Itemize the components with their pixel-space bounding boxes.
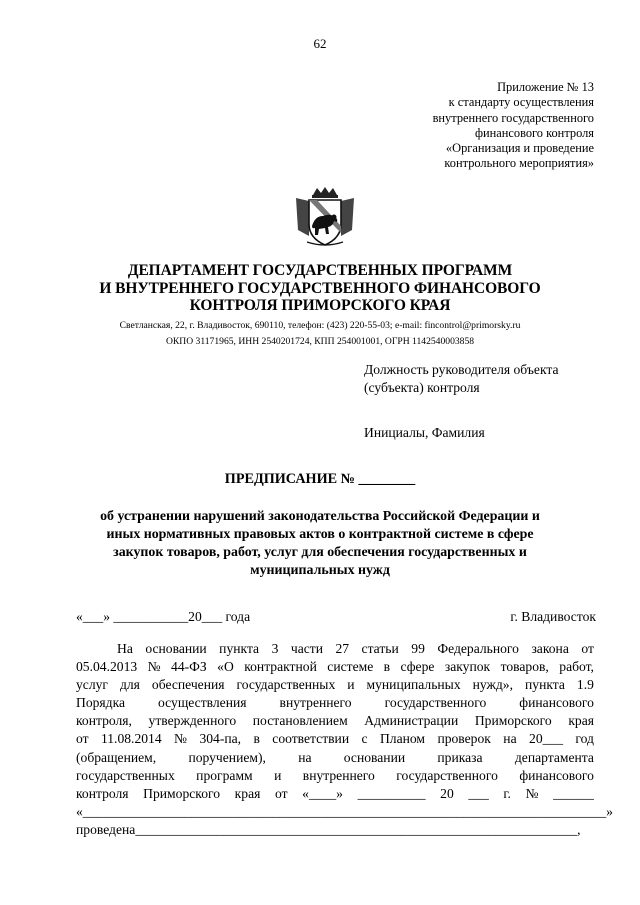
body-word: «_____________________________________________________________________________» <box>76 803 613 819</box>
body-word: государственного <box>384 695 487 711</box>
body-word: приказа <box>437 749 483 765</box>
body-word: края <box>568 713 594 729</box>
body-word: Приморского <box>474 713 552 729</box>
addressee-line: Должность руководителя объекта <box>364 362 559 377</box>
body-word: 05.04.2013 <box>76 659 138 675</box>
body-word: поручением), <box>188 749 266 765</box>
body-word: департамента <box>514 749 594 765</box>
document-subject <box>0 508 640 580</box>
body-word: от <box>274 785 288 801</box>
codes-line: ОКПО 31171965, ИНН 2540201724, КПП 254001001, ОГРН 1142540003858 <box>165 336 475 347</box>
body-word: 20 <box>440 785 454 801</box>
body-word: 3 <box>271 641 279 656</box>
body-word: (обращением, <box>76 749 157 765</box>
body-word: финансового <box>519 695 594 711</box>
body-line <box>76 803 613 821</box>
body-word: внутреннего <box>279 695 352 711</box>
body-word: на <box>503 731 517 747</box>
body-word: 1.9 <box>576 677 594 693</box>
body-word: государственных <box>76 767 175 783</box>
body-word: ___ <box>468 785 489 801</box>
body-word: пункта <box>219 641 260 656</box>
body-word: утвержденного <box>148 713 237 729</box>
body-word: части <box>290 641 323 656</box>
body-word: системе <box>327 659 374 675</box>
body-word: обеспечения <box>151 677 225 693</box>
body-word: нужд», <box>472 677 514 693</box>
body-word: осуществления <box>158 695 247 711</box>
appendix-line: «Организация и проведение <box>445 141 594 156</box>
department-line: ДЕПАРТАМЕНТ ГОСУДАРСТВЕННЫХ ПРОГРАММ <box>127 262 513 279</box>
body-line <box>76 676 594 694</box>
primorsky-krai-coat-of-arms-icon <box>293 186 357 248</box>
appendix-line: контрольного мероприятия» <box>444 156 594 171</box>
body-word: контрактной <box>244 659 317 675</box>
body-word: края <box>234 785 261 801</box>
document-city: г. Владивосток <box>510 609 596 624</box>
body-word: Приморского <box>143 785 221 801</box>
body-word: постановлением <box>252 713 348 729</box>
body-word: 20___ <box>529 731 563 747</box>
subject-line: муниципальных нужд <box>250 563 390 578</box>
body-word: 27 <box>335 641 350 656</box>
body-word: для <box>119 677 140 693</box>
body-word: сфере <box>400 659 435 675</box>
body-word: Администрации <box>364 713 459 729</box>
document-date: «___» ___________20___ года <box>76 609 251 624</box>
body-word: проведена_________________________________________________________________, <box>76 821 581 837</box>
body-word: статьи <box>361 641 399 656</box>
body-word: муниципальных <box>366 677 461 693</box>
department-line: И ВНУТРЕННЕГО ГОСУДАРСТВЕННОГО ФИНАНСОВОГО <box>99 279 541 297</box>
body-word: проверок <box>437 731 491 747</box>
subject-line: закупок товаров, работ, услуг для обеспечения государственных и <box>113 545 527 560</box>
document-title: ПРЕДПИСАНИЕ № ________ <box>224 471 416 487</box>
body-word: и <box>347 677 355 693</box>
body-word: на <box>298 749 312 765</box>
body-word: 44-ФЗ <box>171 659 207 675</box>
appendix-line: Приложение № 13 <box>497 80 594 94</box>
body-word: соответствии <box>272 731 350 747</box>
page-number: 62 <box>313 36 327 51</box>
appendix-line: финансового контроля <box>474 125 594 140</box>
body-word: товаров, <box>500 659 549 675</box>
body-word: в <box>383 659 391 675</box>
body-word: закона <box>531 641 569 656</box>
body-word: внутреннего <box>302 767 375 783</box>
body-word: ______ <box>553 785 594 801</box>
department-contacts <box>0 318 640 350</box>
body-word: контроля, <box>76 713 132 729</box>
body-word: пункта <box>525 677 565 693</box>
body-line <box>76 730 594 748</box>
body-word: работ, <box>559 659 594 675</box>
body-word: Порядка <box>76 695 126 711</box>
body-word: год <box>575 731 594 747</box>
addressee-initials: Инициалы, Фамилия <box>364 425 485 440</box>
department-line: КОНТРОЛЯ ПРИМОРСКОГО КРАЯ <box>189 297 451 314</box>
body-word: Федерального <box>437 641 519 656</box>
subject-line: иных нормативных правовых актов о контрактной системе в сфере <box>106 527 534 542</box>
addressee-line: (субъекта) контроля <box>364 379 480 395</box>
body-word: контроля <box>76 785 129 801</box>
body-word: № <box>147 659 161 675</box>
body-line <box>76 785 594 803</box>
body-word: «____» <box>302 785 343 801</box>
appendix-line: внутреннего государственного <box>432 110 594 125</box>
department-name <box>0 262 640 315</box>
body-word: от <box>581 641 594 656</box>
body-line <box>76 694 594 712</box>
body-word: от <box>76 731 89 747</box>
body-word: государственного <box>396 767 498 783</box>
body-line <box>76 712 594 730</box>
appendix-line: к стандарту осуществления <box>448 95 594 110</box>
body-line <box>76 821 594 839</box>
body-word: __________ <box>357 785 426 801</box>
body-line <box>76 640 594 658</box>
body-line <box>76 658 594 676</box>
body-word: № <box>525 785 539 801</box>
body-word: и <box>274 767 282 783</box>
body-word: № <box>174 731 188 747</box>
body-word: 304-па, <box>199 731 242 747</box>
body-word: г. <box>503 785 511 801</box>
body-word: финансового <box>519 767 594 783</box>
appendix-note <box>354 80 594 172</box>
body-word: На <box>117 641 133 656</box>
body-line <box>76 767 594 785</box>
subject-line: об устранении нарушений законодательства Российской Федерации и <box>100 509 540 524</box>
body-word: основании <box>145 641 207 656</box>
body-line <box>76 749 594 767</box>
body-word: услуг <box>76 677 108 693</box>
body-word: в <box>253 731 260 747</box>
address-line: Светланская, 22, г. Владивосток, 690110, телефон: (423) 220-55-03; e-mail: fincontrol@primorsky.ru <box>119 320 521 331</box>
body-word: «О <box>217 659 234 675</box>
body-word: с <box>361 731 368 747</box>
body-word: 99 <box>411 641 425 656</box>
body-word: 11.08.2014 <box>100 731 162 747</box>
body-word: закупок <box>444 659 491 675</box>
body-word: основании <box>343 749 406 765</box>
document-body <box>76 640 613 839</box>
body-word: программ <box>196 767 253 783</box>
addressee-block <box>364 361 559 396</box>
body-word: государственных <box>236 677 336 693</box>
body-word: Планом <box>379 731 426 747</box>
